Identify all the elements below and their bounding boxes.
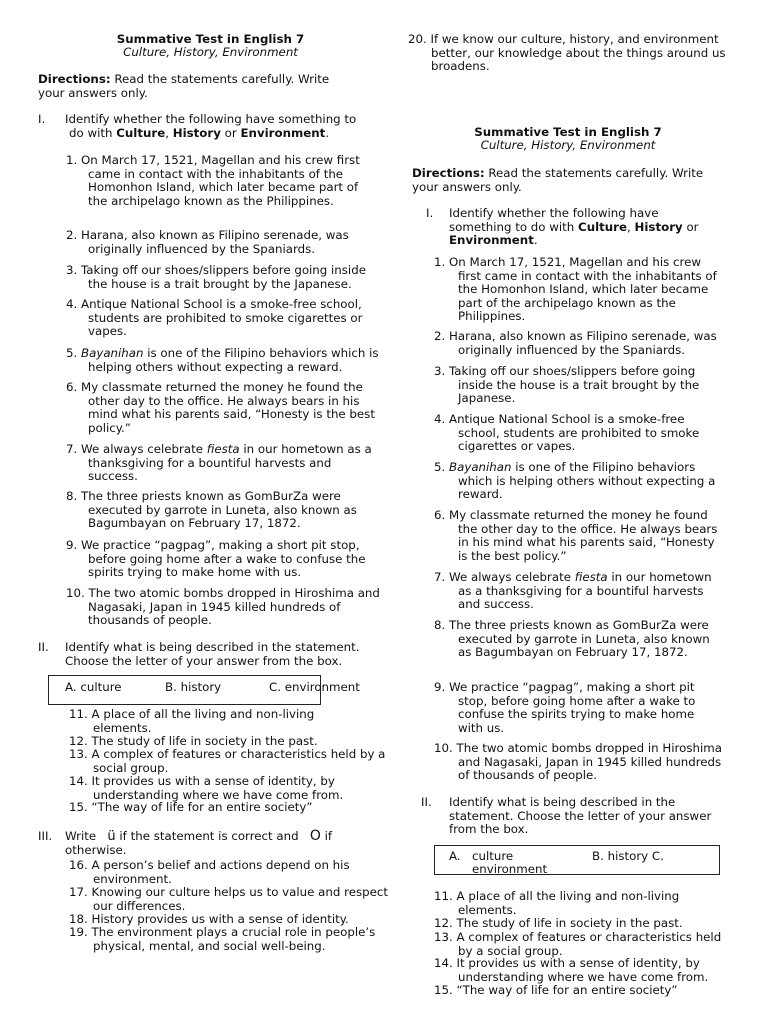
section-1-instruction: Identify whether the following have something to do with Culture, History or Environment. [65,112,357,140]
section-3-heading [38,830,383,857]
section-2-instruction: Identify what is being described in the statement. Choose the letter of your answer from the box. [65,640,360,668]
page-title: Summative Test in English 7 [116,32,305,46]
choice-b: B. history [165,680,222,694]
list-item: 16. A person’s belief and actions depend on his environment. [69,858,350,886]
list-item: 12. The study of life in society in the past. [69,734,318,748]
choice-a-word: culture [472,849,514,863]
circle-icon: O [309,828,321,844]
list-item: 8. The three priests known as GomBurZa were executed by garrote in Luneta, also known as Bagumbayan on February 17, 1872. [434,618,710,659]
list-item: 2. Harana, also known as Filipino serenade, was originally influenced by the Spaniards. [66,228,349,256]
section-1-numeral: I. [38,112,46,126]
list-item: 7. We always celebrate fiesta in our hometown as a thanksgiving for a bountiful harvests and success. [66,442,372,483]
list-item: 15. “The way of life for an entire society” [434,983,678,997]
list-item: 17. Knowing our culture helps us to value and respect our differences. [69,885,388,913]
list-item: 5. Bayanihan is one of the Filipino behaviors which is helping others without expecting a reward. [66,346,379,374]
list-item: 12. The study of life in society in the past. [434,916,683,930]
list-item: 13. A complex of features or characteristics held by a social group. [69,747,386,775]
list-item: 9. We practice “pagpag”, making a short pit stop, before going home after a wake to confuse the spirits trying to make home with us. [66,538,366,579]
list-item: 13. A complex of features or characteristics held by a social group. [434,930,722,958]
list-item: 10. The two atomic bombs dropped in Hiroshima and Nagasaki, Japan in 1945 killed hundreds of thousands of people. [66,586,380,627]
list-item: 1. On March 17, 1521, Magellan and his crew first came in contact with the inhabitants of the Homonhon Island, which later became part of the archipelago known as the Philippines. [66,153,360,208]
section-1-numeral: I. [426,206,434,220]
page-title: Summative Test in English 7 [474,125,662,139]
section-1-heading [38,113,383,140]
section-3-instruction: Write ü if the statement is correct and O if otherwise. [65,828,333,857]
list-item: 4. Antique National School is a smoke-free school, students are prohibited to smoke cigarettes or vapes. [434,412,700,453]
list-item: 2. Harana, also known as Filipino serenade, was originally influenced by the Spaniards. [434,329,717,357]
list-item: 11. A place of all the living and non-living elements. [69,707,315,735]
page-subtitle: Culture, History, Environment [480,138,656,152]
section-3-numeral: III. [38,829,53,843]
choice-c: environment [472,862,548,876]
list-item: 19. The environment plays a crucial role in people’s physical, mental, and social well-being. [69,925,376,953]
list-item: 6. My classmate returned the money he found the other day to the office. He always bears in his mind what his parents said, “Honesty is the best policy.” [66,380,375,435]
list-item: 20. If we know our culture, history, and environment better, our knowledge about the things around us broadens. [408,32,726,73]
directions-label: Directions: [38,72,111,86]
directions-text: Read the statements carefully. Write your answers only. [38,72,330,100]
section-2-heading [421,796,728,837]
choice-b: B. history C. [592,849,664,863]
section-1-instruction: Identify whether the following have something to do with Culture, History or Environment. [449,206,699,247]
list-item: 5. Bayanihan is one of the Filipino behaviors which is helping others without expecting a reward. [434,460,716,501]
list-item: 9. We practice “pagpag”, making a short pit stop, before going home after a wake to confuse the spirits trying to make home with us. [434,680,696,735]
list-item: 3. Taking off our shoes/slippers before going inside the house is a trait brought by the Japanese. [434,364,700,405]
page-subtitle: Culture, History, Environment [123,45,298,59]
list-item: 11. A place of all the living and non-living elements. [434,889,680,917]
list-item: 8. The three priests known as GomBurZa were executed by garrote in Luneta, also known as Bagumbayan on February 17, 1872. [66,489,357,530]
section-2-heading [38,641,383,668]
list-item: 18. History provides us with a sense of identity. [69,912,349,926]
section-1-heading [426,207,728,248]
list-item: 15. “The way of life for an entire society” [69,800,313,814]
section-2-instruction: Identify what is being described in the statement. Choose the letter of your answer from the box. [449,795,712,836]
directions: Directions: Read the statements carefully. Write your answers only. [412,166,704,194]
list-item: 14. It provides us with a sense of identity, by understanding where we have come from. [69,774,344,802]
list-item: 7. We always celebrate fiesta in our hometown as a thanksgiving for a bountiful harvests and success. [434,570,712,611]
choice-a: A. culture [65,680,122,694]
section-1-items [65,154,383,208]
choice-c: C. environment [269,680,360,694]
list-item: 6. My classmate returned the money he found the other day to the office. He always bears in his mind what his parents said, “Honesty is the best policy.” [434,508,718,563]
choice-a: A. [449,849,461,863]
check-mark-icon: ü [107,829,116,844]
directions [38,73,348,100]
section-2-numeral: II. [38,640,49,654]
list-item: 10. The two atomic bombs dropped in Hiroshima and Nagasaki, Japan in 1945 killed hundreds of thousands of people. [434,741,722,782]
list-item: 3. Taking off our shoes/slippers before going inside the house is a trait brought by the Japanese. [66,263,366,291]
section-2-numeral: II. [421,795,432,809]
list-item: 14. It provides us with a sense of identity, by understanding where we have come from. [434,956,709,984]
list-item: 4. Antique National School is a smoke-free school, students are prohibited to smoke cigarettes or vapes. [66,297,363,338]
list-item: 1. On March 17, 1521, Magellan and his crew first came in contact with the inhabitants of the Homonhon Island, which later became part of the archipelago known as the Philippines. [434,255,717,323]
